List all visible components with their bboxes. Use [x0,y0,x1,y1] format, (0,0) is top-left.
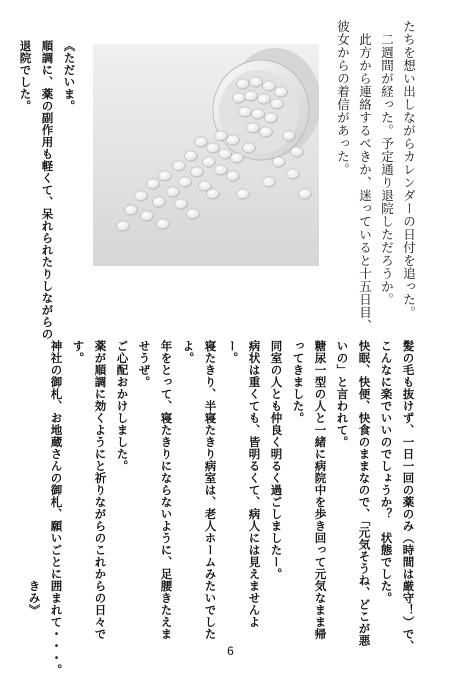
letter-line-12: 年をとって、寝たきりにならないように、足腰きたえま [159,340,174,640]
pill [195,137,208,147]
pill [117,221,130,231]
letter-line-5: 糖尿一型の人と一緒に病院中を歩き回って元気なまま帰 [313,340,328,640]
pill [141,211,154,221]
letter-opening-line-3: 退院でした。 [18,40,33,112]
pill [265,113,278,123]
pill [135,191,148,201]
pill [233,93,246,103]
pill [175,199,188,209]
pill [153,197,166,207]
letter-line-3: 快眠、快便、快食のままなので、「元気そうね、どこが悪 [357,340,372,647]
pill [243,143,256,153]
pill [299,189,312,199]
letter-line-14: ご心配おかけしました。 [115,340,130,472]
pill [291,147,304,157]
narrative-line-4: 彼女からの着信があった。 [335,20,351,176]
pill-bottle-icon [93,44,319,266]
pill [271,99,284,109]
pill [227,135,240,145]
letter-line-17: 神社の御札、お地蔵さんの御札、願いごとに囲まれて・・・。 [49,340,64,676]
letter-line-13: せうぜ。 [137,340,152,388]
narrative-line-3: 此方から連絡するべきか、迷っていると十五日目、 [357,20,373,332]
letter-line-6: ってきました。 [291,340,306,424]
pill [147,179,160,189]
letter-line-9: ー。 [225,340,240,364]
pill [215,165,228,175]
letter-opening-line-1: 《ただいま。 [62,40,77,112]
pill [245,91,258,101]
pill [239,107,252,117]
pill [273,157,286,167]
pill [263,81,276,91]
letter-line-16: す。 [71,340,86,364]
pill [275,87,288,97]
pill [173,161,186,171]
letter-line-15: 薬が順調に効くようにと祈りながらのこれからの日々で [93,340,108,640]
pill [260,127,273,137]
letter-line-7: 同室の人とも仲良く明るく過ごしましたー。 [269,340,284,580]
pill [191,167,204,177]
pill [237,79,250,89]
letter-line-10: 寝たきり、半寝たきり病室は、老人ホームみたいでした [203,340,218,640]
pill [215,131,228,141]
pill [179,177,192,187]
pill [263,177,276,187]
letter-line-8: 病状は重くても、皆明るくて、病人には見えませんよ [247,340,262,628]
pill [287,169,300,179]
letter-opening-line-2: 順調に、薬の副作用も軽くて、呆れられたりしながらの [40,40,55,340]
narrative-line-2: 二週間が経った。予定通り退院しただろうか。 [379,20,395,306]
letter-line-11: よ。 [181,340,196,364]
pill [207,189,220,199]
pill [125,205,138,215]
pill [283,131,296,141]
pill [207,143,220,153]
pill [187,209,200,219]
pill [157,219,170,229]
pill [247,123,260,133]
pill [203,157,216,167]
pill [231,153,244,163]
pill [252,109,265,119]
page-number: 6 [227,644,234,658]
pill [185,151,198,161]
pill [250,77,263,87]
pill [227,171,240,181]
pill [258,94,271,104]
narrative-line-1: たちを想い出しながらカレンダーの日付を追った。 [401,20,417,319]
pill [167,187,180,197]
letter-signature: きみ》 [27,580,42,616]
letter-line-4: いの」と言われて。 [335,340,350,448]
letter-line-2: こんなに楽でいいのでしょうか？ 状態でした。 [379,340,394,604]
pill [237,189,250,199]
letter-line-1: 髪の毛も抜けず、一日一回の薬のみ（時間は厳守！）で、 [401,340,416,652]
pill [219,149,232,159]
pill [159,171,172,181]
pills-photo [93,44,319,266]
